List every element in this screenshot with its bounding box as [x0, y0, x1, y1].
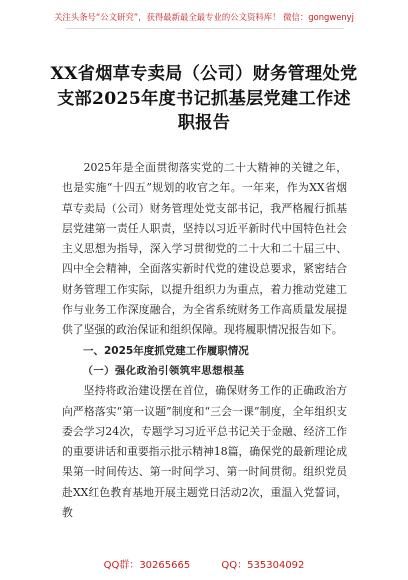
subsection-heading-1: （一）强化政治引领筑牢思想根基	[82, 364, 245, 377]
footer-qq-group: QQ群：30265665	[103, 560, 191, 571]
footer-contact	[0, 556, 408, 571]
document-title: XX省烟草专卖局（公司）财务管理处党支部2025年度书记抓基层党建工作述职报告	[50, 64, 358, 133]
header-promo-note: 关注头条号“公文研究”，获得最新最全最专业的公文资料库！ 微信：gongwenyj	[54, 12, 354, 22]
body-paragraph: 坚持将政治建设摆在首位，确保财务工作的正确政治方向严格落实“第一议题”制度和“三会一课”制度，全年组织支委会学习24次，专题学习习近平总书记关于金融、经济工作的重要讲话和重要指示批示精神18篇，确保党的最新理论成果第一时间传达、第一时间学习、第一时间贯彻。组织党员赴XX红色教育基地开展主题党日活动2次，重温入党誓词，教	[62, 384, 347, 520]
section-heading-1: 一、2025年度抓党建工作履职情况	[83, 344, 249, 357]
header-divider	[66, 28, 344, 29]
intro-paragraph: 2025年是全面贯彻落实党的二十大精神的关键之年，也是实施“十四五”规划的收官之年。一年来，作为XX省烟草专卖局（公司）财务管理处党支部书记，我严格履行抓基层党建第一责任人职责，坚持以习近平新时代中国特色社会主义思想为指导，深入学习贯彻党的二十大和二十届三中、四中全会精神，全面落实新时代党的建设总要求，紧密结合财务管理工作实际，以提升组织力为重点，着力推动党建工作与业务工作深度融合，为全省系统财务工作高质量发展提供了坚强的政治保证和组织保障。现将履职情况报告如下。	[62, 161, 347, 337]
footer-qq: QQ：535304092	[221, 560, 305, 571]
document-body	[62, 158, 347, 523]
